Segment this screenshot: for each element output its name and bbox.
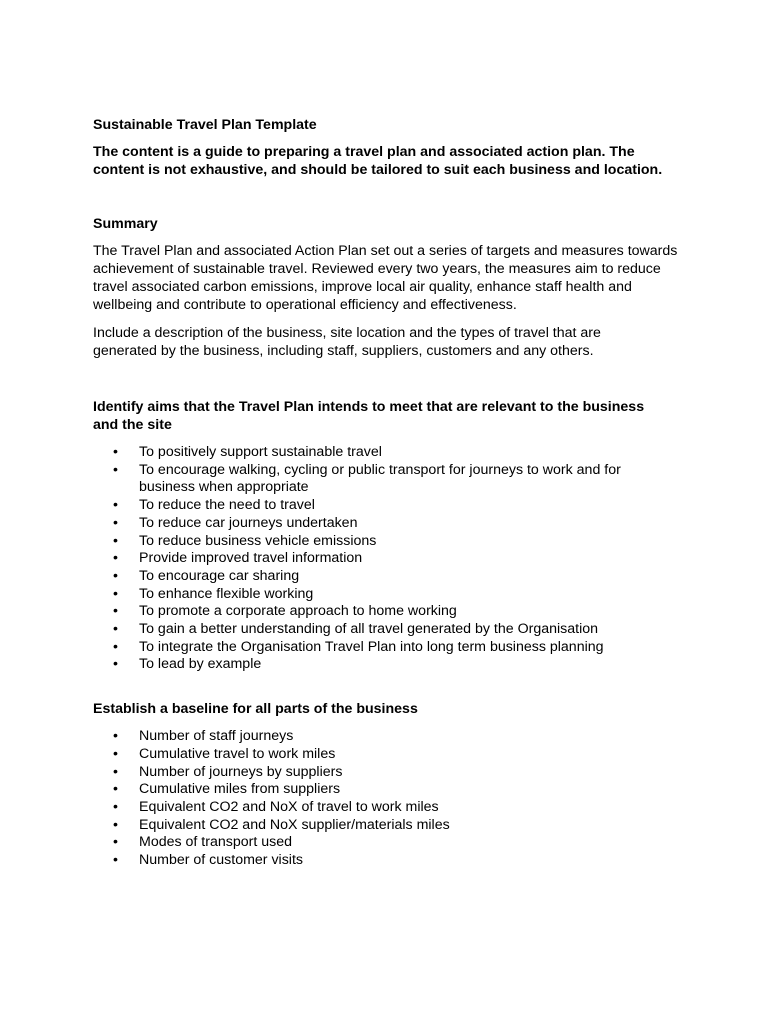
- list-item: • To encourage car sharing: [113, 567, 300, 584]
- summary-paragraph-2: Include a description of the business, site location and the types of travel that are generated by the business, including staff, suppliers, customers and any others.: [93, 325, 601, 359]
- bullet-icon: •: [113, 656, 118, 673]
- list-item: • Provide improved travel information: [113, 550, 363, 567]
- list-item: • Equivalent CO2 and NoX supplier/materials miles: [113, 816, 450, 833]
- aims-list: [93, 444, 693, 674]
- summary-heading: Summary: [93, 216, 158, 232]
- list-item: • To integrate the Organisation Travel Plan into long term business planning: [113, 638, 604, 655]
- list-item: • Cumulative miles from suppliers: [113, 781, 341, 798]
- bullet-icon: •: [113, 497, 118, 514]
- bullet-icon: •: [113, 638, 118, 655]
- bullet-icon: •: [113, 444, 118, 460]
- bullet-icon: •: [113, 852, 118, 869]
- bullet-icon: •: [113, 745, 118, 762]
- intro-text: The content is a guide to preparing a travel plan and associated action plan. The content is not exhaustive, and should be tailored to suit each business and location.: [93, 144, 663, 178]
- bullet-icon: •: [113, 816, 118, 833]
- bullet-icon: •: [113, 550, 118, 567]
- list-item: • To reduce the need to travel: [113, 497, 315, 514]
- aims-heading: Identify aims that the Travel Plan intends to meet that are relevant to the business and the site: [93, 399, 645, 433]
- bullet-icon: •: [113, 532, 118, 549]
- list-item: • To positively support sustainable travel: [113, 444, 382, 460]
- bullet-icon: •: [113, 603, 118, 620]
- document-title: Sustainable Travel Plan Template: [93, 117, 317, 133]
- list-item: • To promote a corporate approach to home working: [113, 603, 457, 620]
- bullet-icon: •: [113, 781, 118, 798]
- bullet-icon: •: [113, 834, 118, 851]
- bullet-icon: •: [113, 798, 118, 815]
- list-item: • To lead by example: [113, 656, 262, 673]
- bullet-icon: •: [113, 461, 118, 478]
- bullet-icon: •: [113, 514, 118, 531]
- list-item: • To enhance flexible working: [113, 585, 314, 602]
- list-item: • To reduce business vehicle emissions: [113, 532, 377, 549]
- baseline-list: [93, 728, 693, 870]
- bullet-icon: •: [113, 621, 118, 638]
- bullet-icon: •: [113, 763, 118, 780]
- list-item: • Cumulative travel to work miles: [113, 745, 336, 762]
- list-item: • Number of customer visits: [113, 852, 303, 869]
- document-page: [93, 116, 693, 870]
- bullet-icon: •: [113, 585, 118, 602]
- list-item: • Equivalent CO2 and NoX of travel to work miles: [113, 798, 439, 815]
- bullet-icon: •: [113, 728, 118, 745]
- list-item: • To encourage walking, cycling or public transport for journeys to work and for business when appropriate: [113, 461, 621, 496]
- list-item: • Modes of transport used: [113, 834, 292, 851]
- bullet-icon: •: [113, 567, 118, 584]
- list-item: • Number of journeys by suppliers: [113, 763, 343, 780]
- list-item: • To reduce car journeys undertaken: [113, 514, 358, 531]
- list-item: • Number of staff journeys: [113, 728, 294, 745]
- summary-paragraph-1: The Travel Plan and associated Action Plan set out a series of targets and measures towards achievement of sustainable travel. Reviewed every two years, the measures aim to reduce travel associated carbon emissions, improve local air quality, enhance staff health and wellbeing and contribute to operational efficiency and effectiveness.: [93, 243, 678, 313]
- baseline-heading: Establish a baseline for all parts of the business: [93, 701, 418, 718]
- list-item: • To gain a better understanding of all travel generated by the Organisation: [113, 621, 599, 638]
